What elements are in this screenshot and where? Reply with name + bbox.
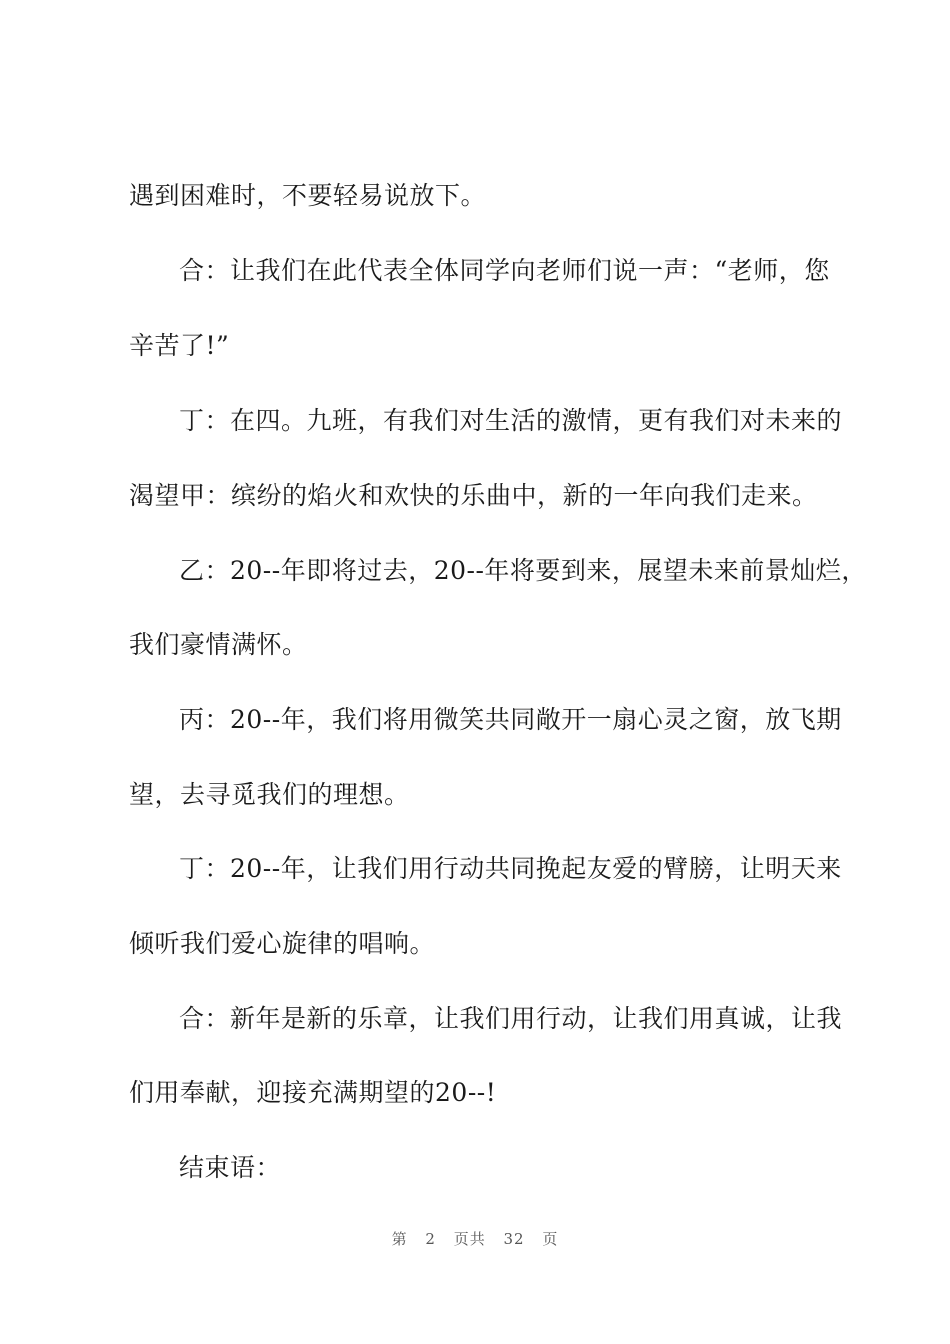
footer-total-pages: 32: [503, 1230, 525, 1248]
text-line-7: 我们豪情满怀。: [129, 630, 308, 659]
text-line-13: 们用奉献，迎接充满期望的20--!: [129, 1078, 497, 1107]
page-footer: [0, 1228, 950, 1249]
footer-label-di: 第: [391, 1230, 408, 1248]
text-line-1: 遇到困难时，不要轻易说放下。: [129, 181, 487, 210]
text-line-10: 丁：20--年，让我们用行动共同挽起友爱的臂膀，让明天来: [179, 854, 842, 883]
text-line-9: 望，去寻觅我们的理想。: [129, 780, 410, 809]
text-line-4: 丁：在四。九班，有我们对生活的激情，更有我们对未来的: [179, 406, 843, 435]
text-line-12: 合：新年是新的乐章，让我们用行动，让我们用真诚，让我: [179, 1004, 843, 1033]
footer-current-page: 2: [425, 1230, 436, 1248]
footer-label-ye: 页: [542, 1230, 559, 1248]
text-line-11: 倾听我们爱心旋律的唱响。: [129, 929, 436, 958]
text-line-6: 乙：20--年即将过去，20--年将要到来，展望未来前景灿烂，: [179, 556, 867, 585]
footer-label-ye-gong: 页共: [453, 1230, 486, 1248]
text-line-2: 合：让我们在此代表全体同学向老师们说一声：“老师，您: [179, 256, 830, 285]
text-line-14: 结束语：: [179, 1153, 282, 1182]
text-line-3: 辛苦了!”: [129, 331, 230, 360]
text-line-5: 渴望甲：缤纷的焰火和欢快的乐曲中，新的一年向我们走来。: [129, 481, 818, 510]
text-line-8: 丙：20--年，我们将用微笑共同敞开一扇心灵之窗，放飞期: [179, 705, 842, 734]
